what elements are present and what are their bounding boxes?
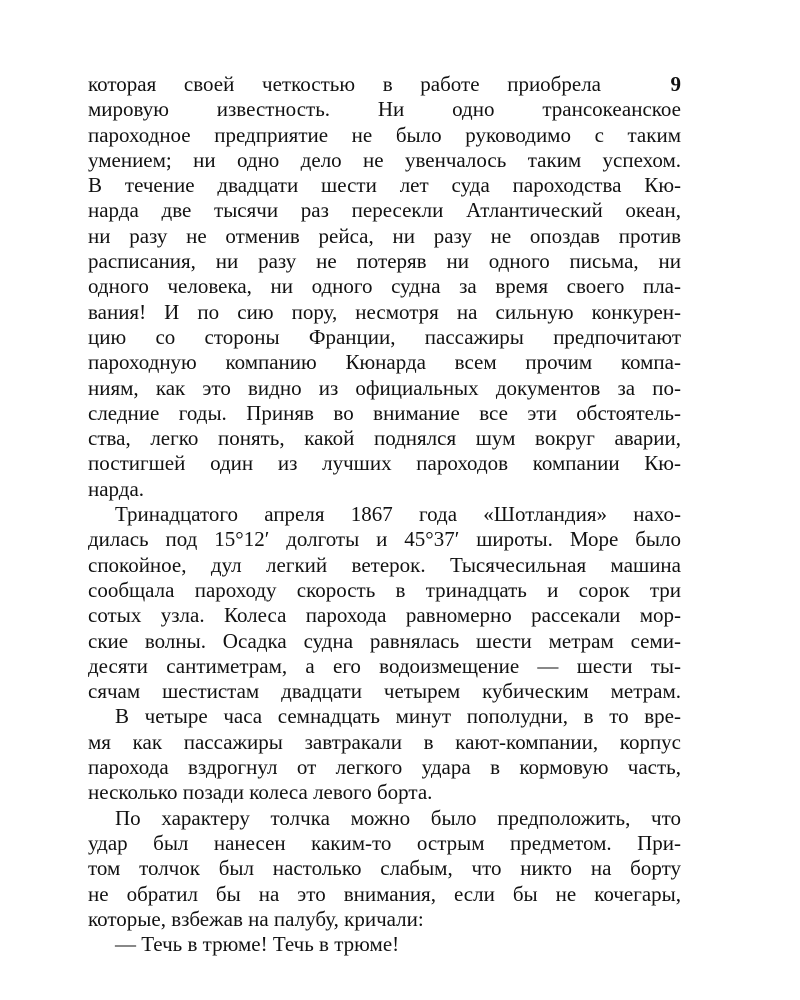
text-line: цию со стороны Франции, пассажиры предпочитают (88, 324, 681, 349)
text-line: парохода вздрогнул от легкого удара в кормовую часть, (88, 755, 681, 780)
text-line: В течение двадцати шести лет суда пароходства Кю- (88, 173, 681, 198)
text-line: нарда две тысячи раз пересекли Атлантический океан, (88, 198, 681, 223)
text-line: — Течь в трюме! Течь в трюме! (115, 932, 400, 957)
text-line: вания! И по сию пору, несмотря на сильную конкурен- (88, 299, 681, 324)
body-text (88, 72, 681, 957)
text-line: ские волны. Осадка судна равнялась шести метрам семи- (88, 628, 681, 653)
text-line: расписания, ни разу не потеряв ни одного письма, ни (88, 249, 681, 274)
text-line: ниям, как это видно из официальных документов за по- (88, 375, 681, 400)
text-line: пароходную компанию Кюнарда всем прочим компа- (88, 350, 681, 375)
text-line: умением; ни одно дело не увенчалось таким успехом. (88, 147, 681, 172)
text-line: не обратил бы на это внимания, если бы не кочегары, (88, 881, 681, 906)
text-line: том толчок был настолько слабым, что никто на борту (88, 856, 681, 881)
text-line: ства, легко понять, какой поднялся шум вокруг аварии, (88, 426, 681, 451)
page-number: 9 (670, 72, 681, 96)
text-line: которая своей четкостью в работе приобрела (88, 72, 601, 96)
text-line: ни разу не отменив рейса, ни разу не опоздав против (88, 223, 681, 248)
text-line: сообщала пароходу скорость в тринадцать и сорок три (88, 577, 681, 602)
text-line: мировую известность. Ни одно трансокеанское (88, 97, 681, 122)
text-line: мя как пассажиры завтракали в кают-компании, корпус (88, 729, 681, 754)
text-line: сячам шестистам двадцати четырем кубическим метрам. (88, 679, 681, 704)
text-line: постигшей один из лучших пароходов компании Кю- (88, 451, 681, 476)
text-line: В четыре часа семнадцать минут пополудни, в то вре- (115, 704, 681, 729)
text-line: следние годы. Приняв во внимание все эти обстоятель- (88, 400, 681, 425)
text-line: спокойное, дул легкий ветерок. Тысячесильная машина (88, 552, 681, 577)
text-line: которые, взбежав на палубу, кричали: (88, 906, 424, 931)
text-line: По характеру толчка можно было предположить, что (115, 805, 681, 830)
text-line: пароходное предприятие не было руководимо с таким (88, 122, 681, 147)
text-line: десяти сантиметрам, а его водоизмещение — шести ты- (88, 653, 681, 678)
text-line: дилась под 15°12′ долготы и 45°37′ широты. Море было (88, 527, 681, 552)
text-line: удар был нанесен каким-то острым предметом. При- (88, 830, 681, 855)
text-line: одного человека, ни одного судна за время своего пла- (88, 274, 681, 299)
text-line: Тринадцатого апреля 1867 года «Шотландия» нахо- (115, 502, 681, 527)
text-line: несколько позади колеса левого борта. (88, 780, 433, 805)
text-line: сотых узла. Колеса парохода равномерно рассекали мор- (88, 603, 681, 628)
text-line: нарда. (88, 476, 145, 501)
